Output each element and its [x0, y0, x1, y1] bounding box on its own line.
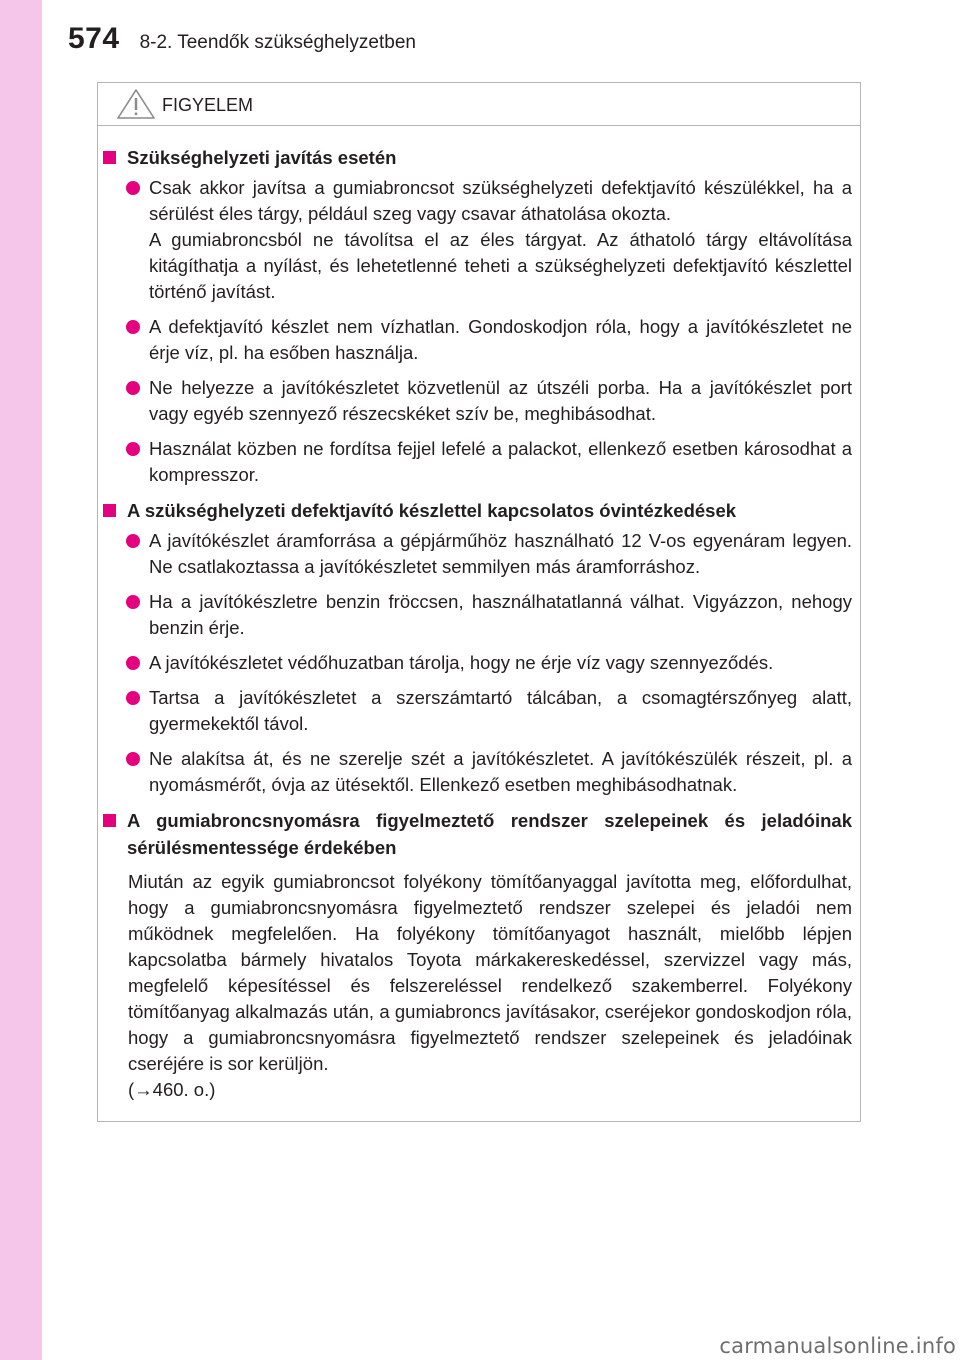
warning-body [98, 126, 860, 1103]
block-title-text: A szükséghelyzeti defektjavító készlettel kapcsolatos óvintézkedések [127, 500, 737, 521]
list-item [103, 175, 852, 305]
bullet-text: Ne helyezze a javítókészletet közvetlenül az útszéli porba. Ha a javítókészlet port vagy egyéb szennyező részecskéket szív be, meghibásodhat. [149, 377, 852, 424]
bullet-dot-icon [126, 320, 140, 334]
bullet-text: Csak akkor javítsa a gumiabroncsot szükséghelyzeti defektjavító készülékkel, ha a sérülést éles tárgy, például szeg vagy csavar áthatolása okozta. A gumiabroncsból ne távolítsa el az éles tárgyat. Az áthatoló tárgy eltávolítása kitágíthatja a nyílást, és lehetetlenné teheti a szükséghelyzeti defektjavító készlettel történő javítást. [149, 177, 852, 302]
block-title-text: A gumiabroncsnyomásra figyelmeztető rendszer szelepeinek és jeladóinak sérülésmentessége érdekében [127, 810, 852, 858]
square-marker-icon [103, 151, 116, 164]
bullet-list [103, 528, 852, 798]
block-title [103, 497, 852, 524]
bullet-dot-icon [126, 595, 140, 609]
bullet-text: Tartsa a javítókészletet a szerszámtartó tálcában, a csomagtérszőnyeg alatt, gyermekektől távol. [149, 687, 852, 734]
square-marker-icon [103, 814, 116, 827]
bullet-list [103, 175, 852, 488]
warning-block-kit-precautions [103, 497, 852, 798]
list-item [103, 650, 852, 676]
page-number: 574 [68, 22, 120, 55]
block-paragraph [103, 869, 852, 1103]
bullet-text: Ha a javítókészletre benzin fröccsen, használhatatlanná válhat. Vigyázzon, nehogy benzin érje. [149, 591, 852, 638]
list-item [103, 528, 852, 580]
list-item [103, 375, 852, 427]
bullet-dot-icon [126, 381, 140, 395]
list-item [103, 589, 852, 641]
bullet-dot-icon [126, 656, 140, 670]
block-title [103, 807, 852, 861]
bullet-text: Ne alakítsa át, és ne szerelje szét a javítókészletet. A javítókészülék részeit, pl. a nyomásmérőt, óvja az ütésektől. Ellenkező esetben meghibásodhatnak. [149, 748, 852, 795]
bullet-dot-icon [126, 181, 140, 195]
list-item [103, 685, 852, 737]
bullet-text: A defektjavító készlet nem vízhatlan. Gondoskodjon róla, hogy a javítókészletet ne érje víz, pl. ha esőben használja. [149, 316, 852, 363]
warning-block-emergency-repair [103, 144, 852, 488]
warning-header [98, 83, 860, 126]
block-title [103, 144, 852, 171]
paragraph-text: Miután az egyik gumiabroncsot folyékony tömítőanyaggal javította meg, előfordulhat, hogy a gumiabroncsnyomásra figyelmeztető rendszer szelepei és jeladói nem működnek megfelelően. Ha folyékony tömítőanyagot használt, mielőbb lépjen kapcsolatba bármely hivatalos Toyota márkakereskedéssel, szervizzel vagy más, megfelelő képesítéssel és felszereléssel rendelkező szakemberrel. Folyékony tömítőanyag alkalmazás után, a gumiabroncs javításakor, cseréjekor gondoskodjon róla, hogy a gumiabroncsnyomásra figyelmeztető rendszer szelepeinek és jeladóinak cseréjére is sor kerüljön. [128, 871, 852, 1074]
watermark: carmanualsonline.info [719, 1334, 956, 1358]
list-item [103, 746, 852, 798]
list-item [103, 436, 852, 488]
list-item [103, 314, 852, 366]
bullet-dot-icon [126, 442, 140, 456]
bullet-dot-icon [126, 691, 140, 705]
section-title: 8-2. Teendők szükséghelyzetben [139, 32, 416, 53]
square-marker-icon [103, 504, 116, 517]
page-reference-link[interactable]: (→460. o.) [128, 1079, 216, 1100]
bullet-text: Használat közben ne fordítsa fejjel lefelé a palackot, ellenkező esetben károsodhat a kompresszor. [149, 438, 852, 485]
bullet-dot-icon [126, 752, 140, 766]
block-title-text: Szükséghelyzeti javítás esetén [127, 147, 397, 168]
side-color-bar [0, 0, 42, 1360]
warning-triangle-icon [116, 88, 156, 120]
bullet-text: A javítókészlet áramforrása a gépjárműhöz használható 12 V-os egyenáram legyen. Ne csatlakoztassa a javítókészletet semmilyen más áramforráshoz. [149, 530, 852, 577]
warning-box [97, 82, 861, 1122]
warning-block-tpms-valves [103, 807, 852, 1103]
warning-label: FIGYELEM [162, 94, 254, 115]
page-header [68, 22, 416, 62]
bullet-text: A javítókészletet védőhuzatban tárolja, hogy ne érje víz vagy szennyeződés. [149, 652, 774, 673]
bullet-dot-icon [126, 534, 140, 548]
